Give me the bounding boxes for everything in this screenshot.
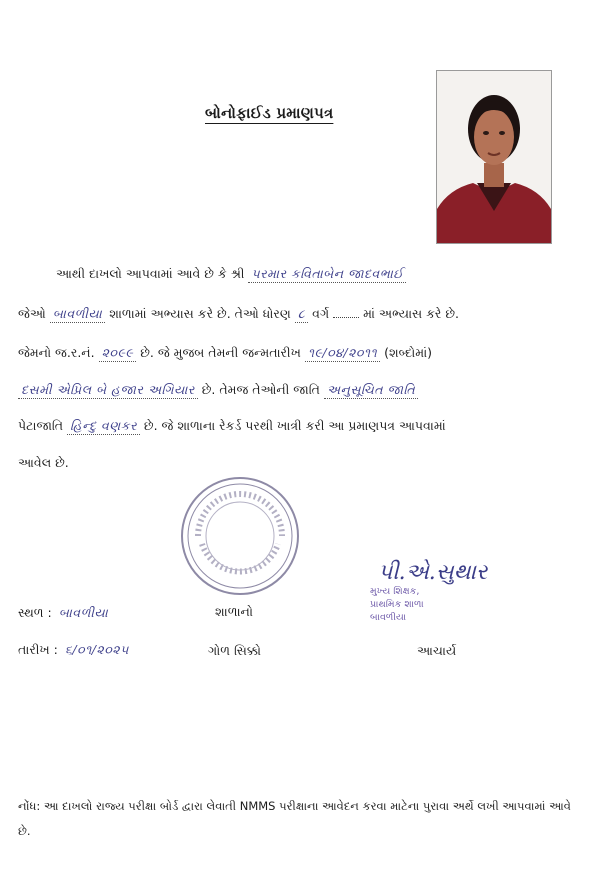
student-photo	[436, 70, 552, 244]
principal-stamp	[370, 585, 568, 624]
text-fragment: છે. જે શાળાના રેકર્ડ પરથી ખાત્રી કરી આ પ્રમાણપત્ર આપવામાં	[143, 418, 446, 433]
caste-value: અનુસૂચિત જાતિ	[324, 382, 418, 399]
stamp-line: મુખ્ય શિક્ષક,	[370, 586, 420, 597]
birth-date-words: દસમી એપ્રિલ બે હજાર અગિયાર	[18, 382, 198, 399]
school-seal	[178, 474, 302, 598]
text-fragment: છે. જે મુજબ તેમની જન્મતારીખ	[140, 345, 301, 360]
date-value: ૬/૦૧/૨૦૨૫	[64, 642, 129, 657]
text-fragment: (શબ્દોમાં)	[384, 345, 433, 360]
school-name: બાવળીયા	[50, 306, 106, 323]
text-fragment: પેટાજાતિ	[18, 418, 64, 433]
place-label: સ્થળ :	[18, 605, 52, 620]
date-row	[18, 642, 132, 658]
standard-value: ૮	[295, 306, 308, 323]
principal-label: આચાર્ય	[417, 643, 457, 658]
division-blank	[333, 317, 359, 318]
body-line-5	[18, 418, 446, 435]
text-fragment: માં અભ્યાસ કરે છે.	[363, 306, 460, 321]
register-number: ૨૦૯૯	[99, 345, 137, 362]
page-title: બોનોફાઈડ પ્રમાણપત્ર	[205, 104, 334, 122]
signature: પી.એ.સુથાર	[378, 560, 488, 585]
signature-block	[370, 560, 568, 624]
seal-label-2: ગોળ સિક્કો	[208, 643, 262, 658]
text-fragment: છે. તેમજ તેઓની જાતિ	[201, 382, 320, 397]
body-line-4	[18, 382, 418, 399]
text-fragment: જેઓ	[18, 306, 46, 321]
body-line-1	[56, 266, 406, 283]
stamp-line: બાવળીયા	[370, 612, 407, 623]
student-name: પરમાર કવિતાબેન જાદવભાઈ	[248, 266, 406, 283]
birth-date: ૧૯/૦૪/૨૦૧૧	[305, 345, 380, 362]
text-fragment: જેમનો જ.ર.નં.	[18, 345, 95, 360]
stamp-line: પ્રાથમિક શાળા	[370, 599, 424, 610]
body-line-6: આવેલ છે.	[18, 455, 69, 470]
footnote: નોંધ: આ દાખલો રાજ્ય પરીક્ષા બોર્ડ દ્વારા લેવાતી NMMS પરીક્ષાના આવેદન કરવા માટેના પુરાવા અર્થે લખી આપવામાં આવે છે.	[18, 799, 571, 838]
place-value: બાવળીયા	[58, 605, 109, 620]
text-fragment: આથી દાખલો આપવામાં આવે છે કે શ્રી	[56, 266, 245, 281]
body-line-2	[18, 306, 459, 323]
place-row	[18, 605, 111, 621]
text-fragment: વર્ગ	[312, 306, 330, 321]
text-fragment: શાળામાં અભ્યાસ કરે છે. તેઓ ધોરણ	[109, 306, 291, 321]
body-line-3	[18, 345, 432, 362]
date-label: તારીખ :	[18, 642, 58, 657]
sub-caste-value: હિન્દુ વણકર	[67, 418, 140, 435]
seal-label: શાળાનો	[215, 604, 253, 619]
